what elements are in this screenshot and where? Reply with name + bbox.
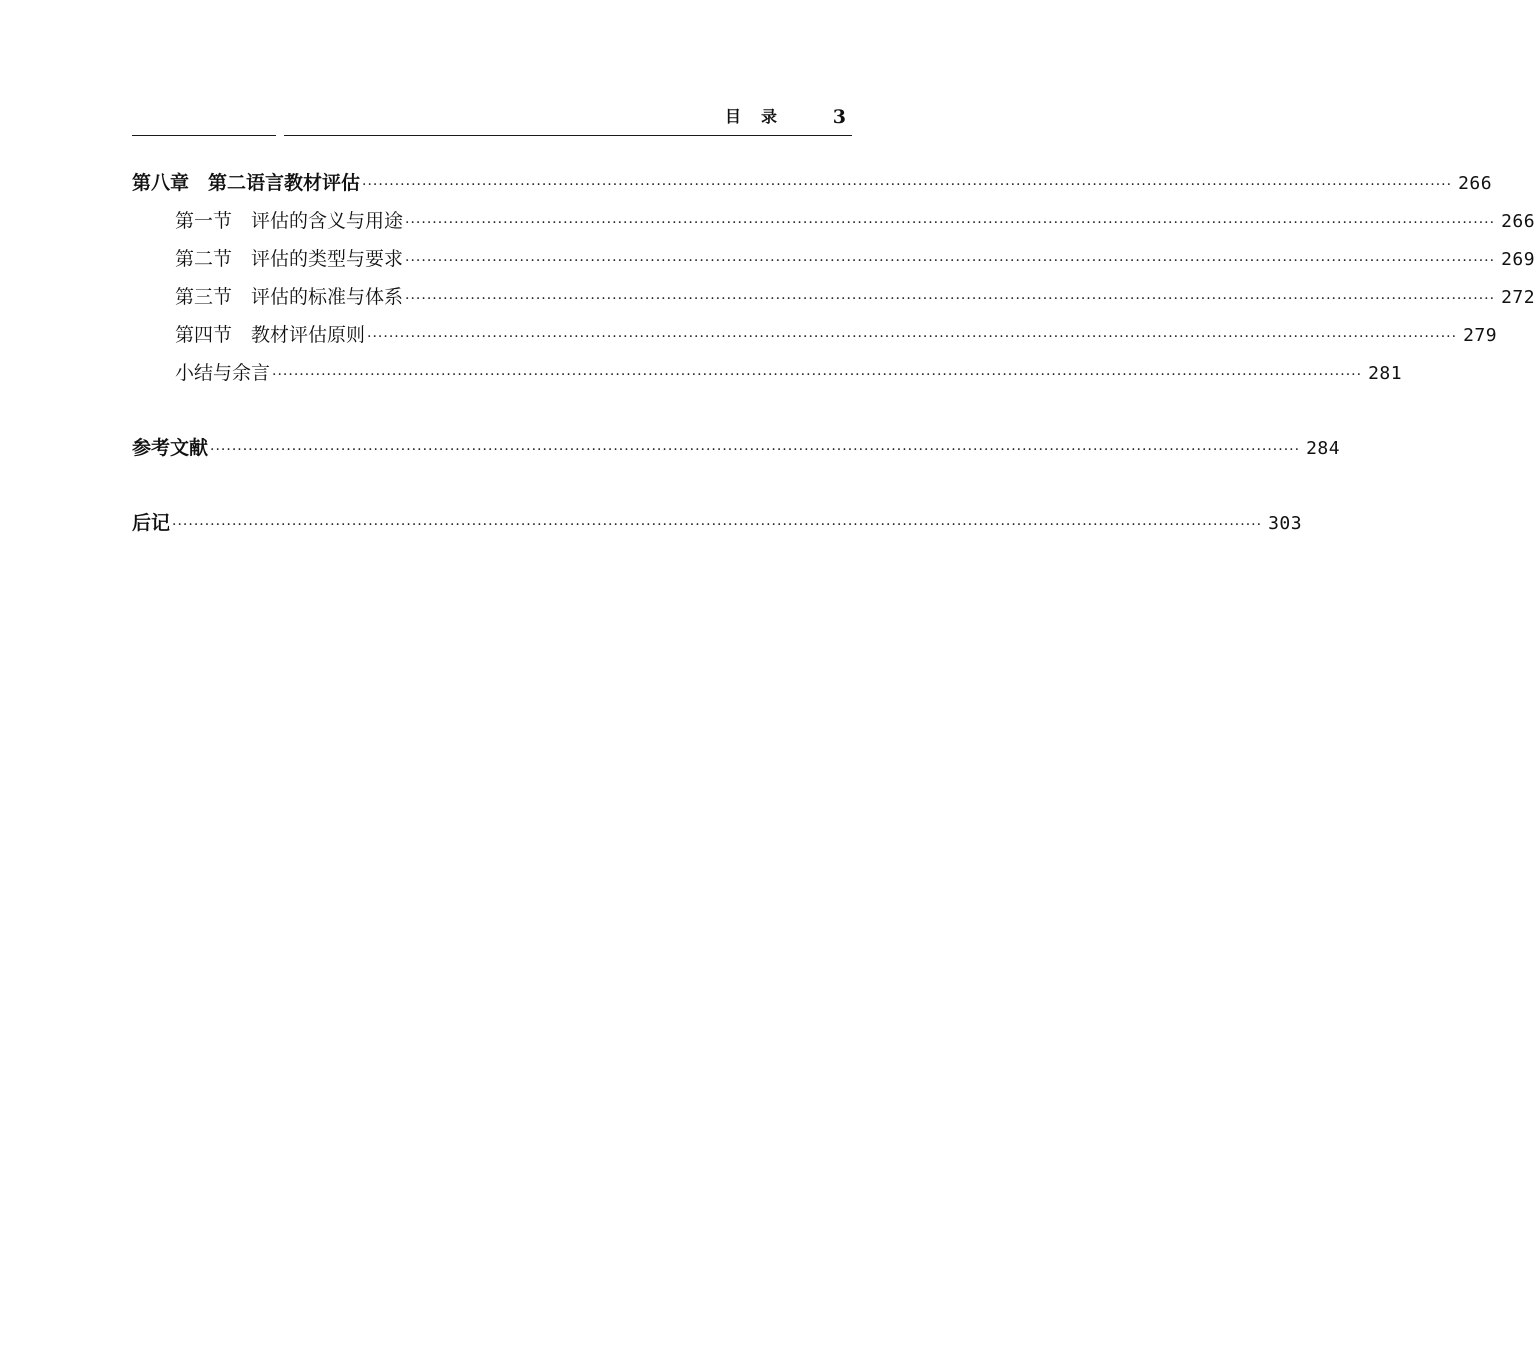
toc-entry-label: 第四节 教材评估原则 bbox=[175, 324, 366, 346]
toc-entry-label: 第八章 第二语言教材评估 bbox=[132, 172, 361, 194]
toc-entry-page: 284 bbox=[1306, 438, 1341, 459]
running-header bbox=[132, 104, 852, 130]
toc-entry-section-2[interactable] bbox=[175, 245, 1535, 273]
toc-leader-dots: ········································································································································································································ bbox=[367, 329, 1458, 345]
toc-entry-label: 小结与余言 bbox=[175, 362, 271, 384]
toc-entry-label: 参考文献 bbox=[132, 437, 209, 459]
toc-leader-dots: ········································································································································································································ bbox=[405, 215, 1496, 231]
toc-entry-page: 279 bbox=[1463, 325, 1498, 346]
toc-entry-chapter-8[interactable] bbox=[132, 169, 1493, 197]
toc-entry-section-3[interactable] bbox=[175, 283, 1535, 311]
toc-leader-dots: ········································································································································································································ bbox=[172, 517, 1263, 533]
toc-entry-label: 第二节 评估的类型与要求 bbox=[175, 248, 404, 270]
toc-entry-section-1[interactable] bbox=[175, 207, 1535, 235]
header-page-number: 3 bbox=[832, 106, 846, 128]
toc-entry-page: 303 bbox=[1268, 513, 1303, 534]
toc-entry-page: 269 bbox=[1501, 249, 1535, 270]
toc-leader-dots: ········································································································································································································ bbox=[272, 367, 1363, 383]
toc-entry-page: 266 bbox=[1501, 211, 1535, 232]
toc-entry-section-4[interactable] bbox=[175, 321, 1498, 349]
header-rule-short bbox=[132, 135, 276, 136]
toc-entry-page: 266 bbox=[1458, 173, 1493, 194]
toc-entry-page: 281 bbox=[1368, 363, 1403, 384]
toc-entry-label: 第三节 评估的标准与体系 bbox=[175, 286, 404, 308]
toc-entry-label: 第一节 评估的含义与用途 bbox=[175, 210, 404, 232]
toc-entry-summary[interactable] bbox=[175, 359, 1403, 387]
header-rule-long bbox=[284, 135, 852, 136]
toc-leader-dots: ········································································································································································································ bbox=[405, 291, 1496, 307]
toc-entry-page: 272 bbox=[1501, 287, 1535, 308]
toc-entry-label: 后记 bbox=[132, 512, 171, 534]
header-title: 目录 bbox=[724, 107, 797, 126]
toc-entry-references[interactable] bbox=[132, 434, 1341, 462]
toc-leader-dots: ········································································································································································································ bbox=[405, 253, 1496, 269]
toc-leader-dots: ········································································································································································································ bbox=[362, 177, 1453, 193]
toc-entry-afterword[interactable] bbox=[132, 509, 1303, 537]
toc-leader-dots: ········································································································································································································ bbox=[210, 442, 1301, 458]
